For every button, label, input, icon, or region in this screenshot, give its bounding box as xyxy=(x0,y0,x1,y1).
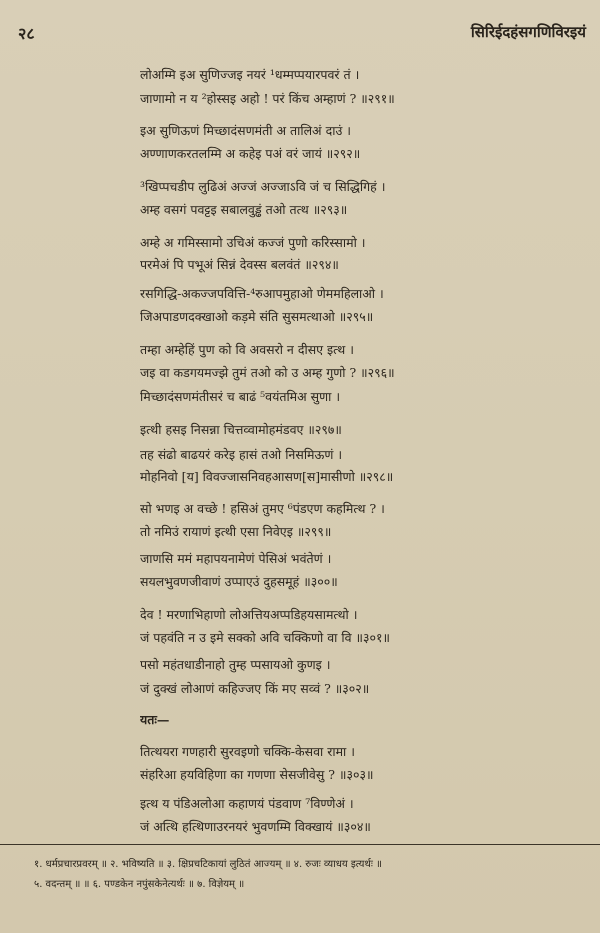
verse-line: अम्हे अ गमिस्सामो उचिअं कज्जं पुणो करिस्सामो । xyxy=(140,235,366,250)
verse-line: सो भणइ अ वच्छे ! हसिअं तुमए ⁶पंडएण कहमित्थ ? । xyxy=(140,501,385,516)
verse-line: पसो महंतधाडीनाहो तुम्ह प्पसायओ कुणइ । xyxy=(140,657,331,672)
verse-line: जाणामो न य ²होस्सइ अहो ! परं किंच अम्हाणं ? ॥२९१॥ xyxy=(140,91,395,106)
verse-line: संहरिआ हयविहिणा का गणणा सेसजीवेसु ? ॥३०३॥ xyxy=(140,767,374,782)
verse-line: लोअम्मि इअ सुणिज्जइ नयरं ¹धम्मप्पयारपवरं तं । xyxy=(140,67,360,82)
verse-line: परमेअं पि पभूअं सिन्नं देवस्स बलवंतं ॥२९४॥ xyxy=(140,257,339,272)
verse-line: सयलभुवणजीवाणं उप्पाएउं दुहसमूहं ॥३००॥ xyxy=(140,574,338,589)
verse-line: तह संढो बाढयरं करेइ हासं तओ निसमिऊणं । xyxy=(140,447,343,462)
page-number: २८ xyxy=(18,24,35,43)
verse-line: इत्थी हसइ निसन्ना चित्तव्वामोहमंडवए ॥२९७॥ xyxy=(140,422,342,437)
verse-line: जाणसि ममं महापयनामेणं पेसिअं भवंतेणं । xyxy=(140,551,332,566)
footnote-line: ५. वदन्तम् ॥ ॥ ६. पण्डकेन नपुंसकेनेत्यर्थः ॥ ७. विज्ञेयम् ॥ xyxy=(34,879,245,890)
verse-line: तो नमिउं रायाणं इत्थी एसा निवेएइ ॥२९९॥ xyxy=(140,524,332,539)
verse-line: इअ सुणिऊणं मिच्छादंसणमंती अ तालिअं दाउं । xyxy=(140,123,352,138)
verse-line: जं पहवंति न उ इमे सक्को अवि चक्किणो वा वि ॥३०१॥ xyxy=(140,630,391,645)
verse-line: अण्णाणकरतलम्मि अ कहेइ पअं वरं जायं ॥२९२॥ xyxy=(140,146,361,161)
footnote-line: १. धर्मप्रचारप्रवरम् ॥ २. भविष्यति ॥ ३. क्षिप्रचटिकायां लुठितं आज्यम् ॥ ४. रुजः व्याधय इत्यर्थः ॥ xyxy=(34,859,383,870)
running-title: सिरिईदहंसगणिविरइयं xyxy=(470,23,586,41)
verse-line: मोहनिवो [य] विवज्जासनिवहआसण[स]मासीणो ॥२९८॥ xyxy=(140,469,394,484)
page-header xyxy=(14,22,586,48)
verse-line: जं दुक्खं लोआणं कहिज्जए किं मए सव्वं ? ॥३०२॥ xyxy=(140,681,370,696)
verse-line: जइ वा कडगयमज्झे तुमं तओ को उ अम्ह गुणो ? ॥२९६॥ xyxy=(140,365,395,380)
verse-line: रसगिद्धि-अकज्जपवित्ति-⁴रुआपमुहाओ णेममहिलाओ । xyxy=(140,286,384,301)
verse-line: जिअपाडणदक्खाओ कड़मे संति सुसमत्थाओ ॥२९५॥ xyxy=(140,309,374,324)
verse-line: देव ! मरणाभिहाणो लोअत्तियअप्पडिहयसामत्थो । xyxy=(140,607,358,622)
verse-line: अम्ह वसगं पवट्टइ सबालवुड्ढं तओ तत्थ ॥२९३॥ xyxy=(140,202,348,217)
verse-line: तित्थयरा गणहारी सुरवइणो चक्कि-केसवा रामा । xyxy=(140,744,356,759)
footnote-divider xyxy=(0,844,600,845)
verse-line: जं अत्थि हत्थिणाउरनयरं भुवणम्मि विक्खायं ॥३०४॥ xyxy=(140,819,371,834)
verse-line: इत्थ य पंडिअलोआ कहाणयं पंडवाण ⁷विण्णेअं । xyxy=(140,796,354,811)
verse-line: मिच्छादंसणमंतीसरं च बाढं ⁵वयंतमिअ सुणा । xyxy=(140,389,341,404)
yatah-label: यतः— xyxy=(140,712,170,727)
verse-line: तम्हा अम्हेहिं पुण को वि अवसरो न दीसए इत्थ । xyxy=(140,342,354,357)
verse-line: ³खिप्पचडीप लुढिअं अज्जं अज्जाऽवि जं च सिद्धिगिहं । xyxy=(140,179,386,194)
